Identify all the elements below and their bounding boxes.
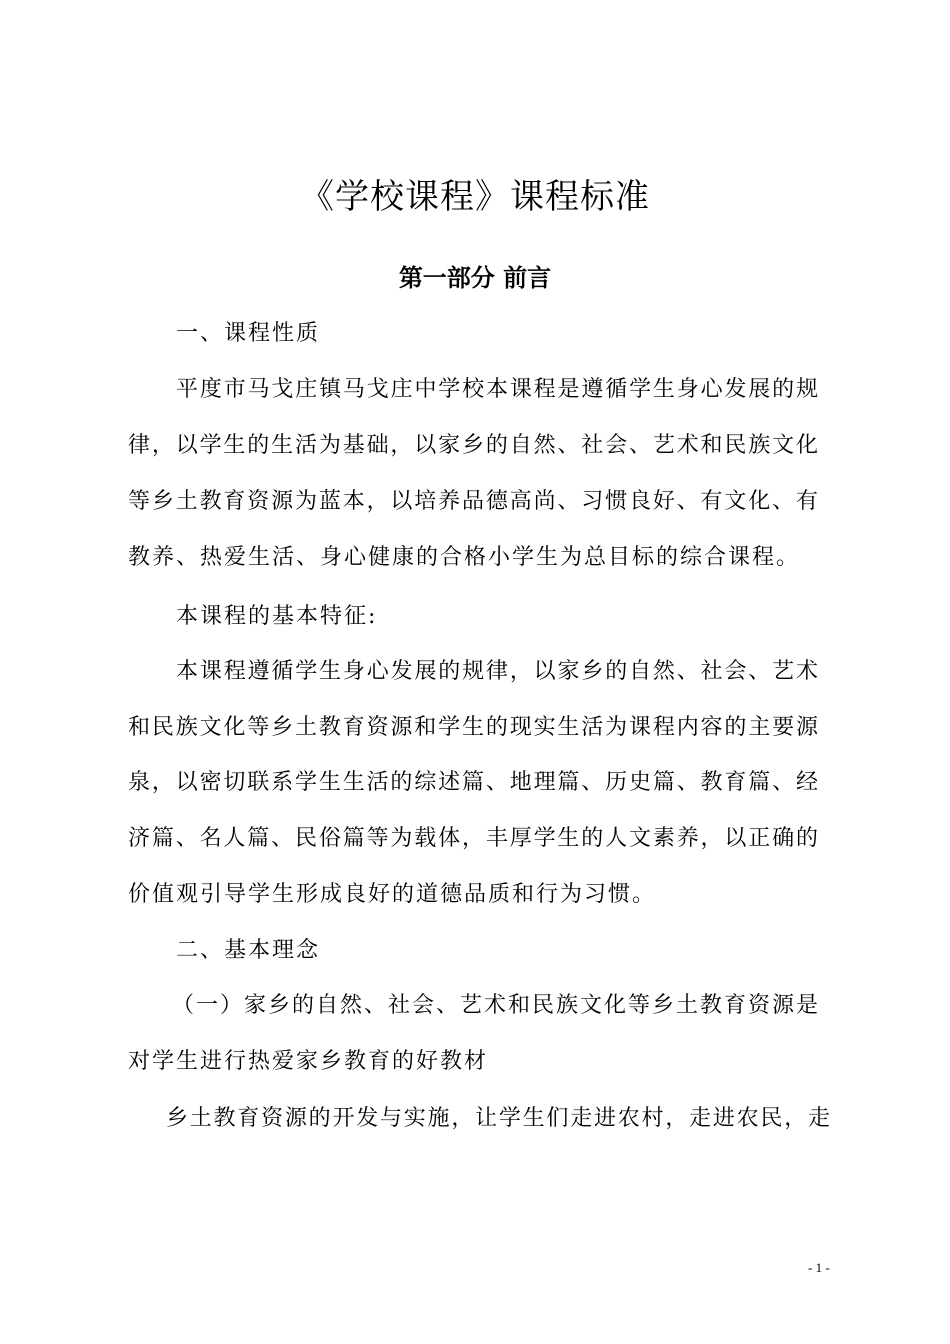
paragraph-line: 教养、热爱生活、身心健康的合格小学生为总目标的综合课程。 bbox=[128, 545, 801, 570]
subsection-heading-line: （一）家乡的自然、社会、艺术和民族文化等乡土教育资源是 bbox=[172, 993, 818, 1018]
subsection-heading-line: 对学生进行热爱家乡教育的好教材 bbox=[128, 1049, 489, 1074]
section-heading-philosophy: 二、基本理念 bbox=[176, 938, 321, 963]
features-label: 本课程的基本特征: bbox=[176, 604, 378, 629]
paragraph-line: 和民族文化等乡土教育资源和学生的现实生活为课程内容的主要源 bbox=[128, 715, 818, 740]
paragraph-line: 泉，以密切联系学生生活的综述篇、地理篇、历史篇、教育篇、经 bbox=[128, 770, 818, 795]
paragraph-line: 平度市马戈庄镇马戈庄中学校本课程是遵循学生身心发展的规 bbox=[176, 377, 818, 402]
paragraph-line: 等乡土教育资源为蓝本，以培养品德高尚、习惯良好、有文化、有 bbox=[128, 489, 818, 514]
paragraph-line: 本课程遵循学生身心发展的规律，以家乡的自然、社会、艺术 bbox=[176, 659, 818, 684]
paragraph-line: 乡土教育资源的开发与实施，让学生们走进农村，走进农民，走 bbox=[166, 1106, 830, 1131]
part-heading: 第一部分 前言 bbox=[398, 264, 552, 292]
section-heading-nature: 一、课程性质 bbox=[176, 321, 321, 346]
page-number: - 1 - bbox=[808, 1260, 830, 1275]
paragraph-line: 律，以学生的生活为基础，以家乡的自然、社会、艺术和民族文化 bbox=[128, 433, 818, 458]
document-title: 《学校课程》课程标准 bbox=[300, 177, 650, 217]
paragraph-line: 价值观引导学生形成良好的道德品质和行为习惯。 bbox=[128, 882, 657, 907]
paragraph-line: 济篇、名人篇、民俗篇等为载体，丰厚学生的人文素养，以正确的 bbox=[128, 826, 818, 851]
